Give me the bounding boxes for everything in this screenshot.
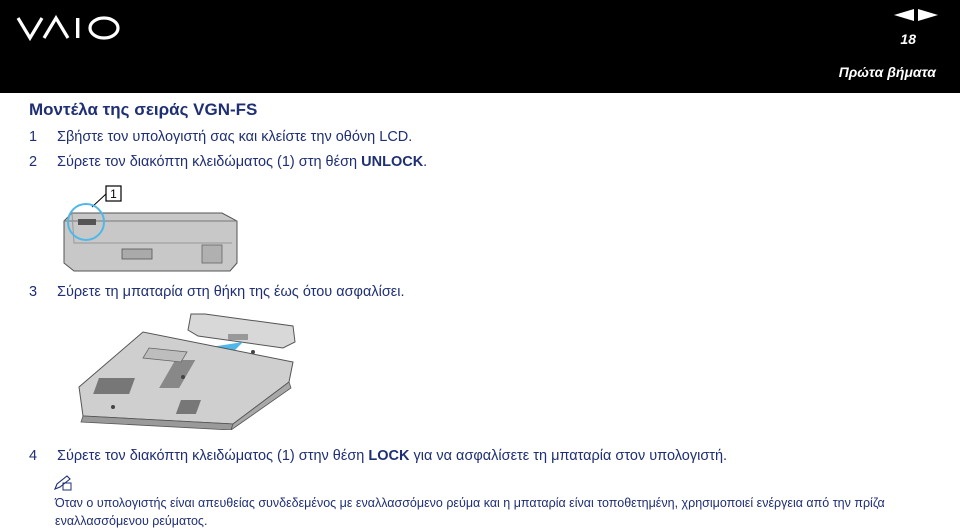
triangle-right-icon[interactable] bbox=[918, 8, 938, 26]
step-number: 4 bbox=[29, 448, 38, 464]
callout-number: 1 bbox=[110, 187, 117, 201]
step-text: Σύρετε τον διακόπτη κλειδώματος (1) στην θέση bbox=[57, 448, 369, 464]
step-number: 2 bbox=[29, 154, 38, 170]
step-2 bbox=[29, 154, 427, 170]
section-title: Πρώτα βήματα bbox=[838, 64, 936, 80]
note-text: Όταν ο υπολογιστής είναι απευθείας συνδεδεμένος με εναλλασσόμενο ρεύμα και η μπαταρία είναι τοποθετημένη, χρησιμοποιεί ενέργεια από την πρίζα εναλλασσόμενου ρεύματος. bbox=[55, 496, 885, 528]
pencil-note-icon bbox=[53, 475, 73, 491]
page-title: Μοντέλα της σειράς VGN-FS bbox=[29, 100, 258, 119]
step-text-end: . bbox=[423, 154, 428, 170]
step-1 bbox=[29, 129, 412, 145]
step-text: Σύρετε τον διακόπτη κλειδώματος (1) στη θέση bbox=[57, 154, 362, 170]
step-keyword: UNLOCK bbox=[361, 154, 424, 170]
step-text: Σύρετε τη μπαταρία στη θήκη της έως ότου ασφαλίσει. bbox=[57, 284, 405, 300]
laptop-battery-insert-figure bbox=[73, 312, 298, 430]
step-3 bbox=[29, 284, 404, 300]
step-keyword: LOCK bbox=[368, 448, 410, 464]
step-text: Σβήστε τον υπολογιστή σας και κλείστε την οθόνη LCD. bbox=[57, 129, 413, 145]
step-number: 1 bbox=[29, 129, 38, 145]
page-number: 18 bbox=[900, 31, 916, 47]
page-navigation bbox=[894, 8, 938, 26]
step-4 bbox=[29, 448, 727, 464]
step-text-end: για να ασφαλίσετε τη μπαταρία στον υπολογιστή. bbox=[409, 448, 728, 464]
triangle-left-icon[interactable] bbox=[894, 8, 914, 26]
header-bar bbox=[0, 0, 960, 93]
step-number: 3 bbox=[29, 284, 38, 300]
vaio-logo bbox=[16, 14, 122, 42]
battery-figure bbox=[52, 183, 252, 275]
